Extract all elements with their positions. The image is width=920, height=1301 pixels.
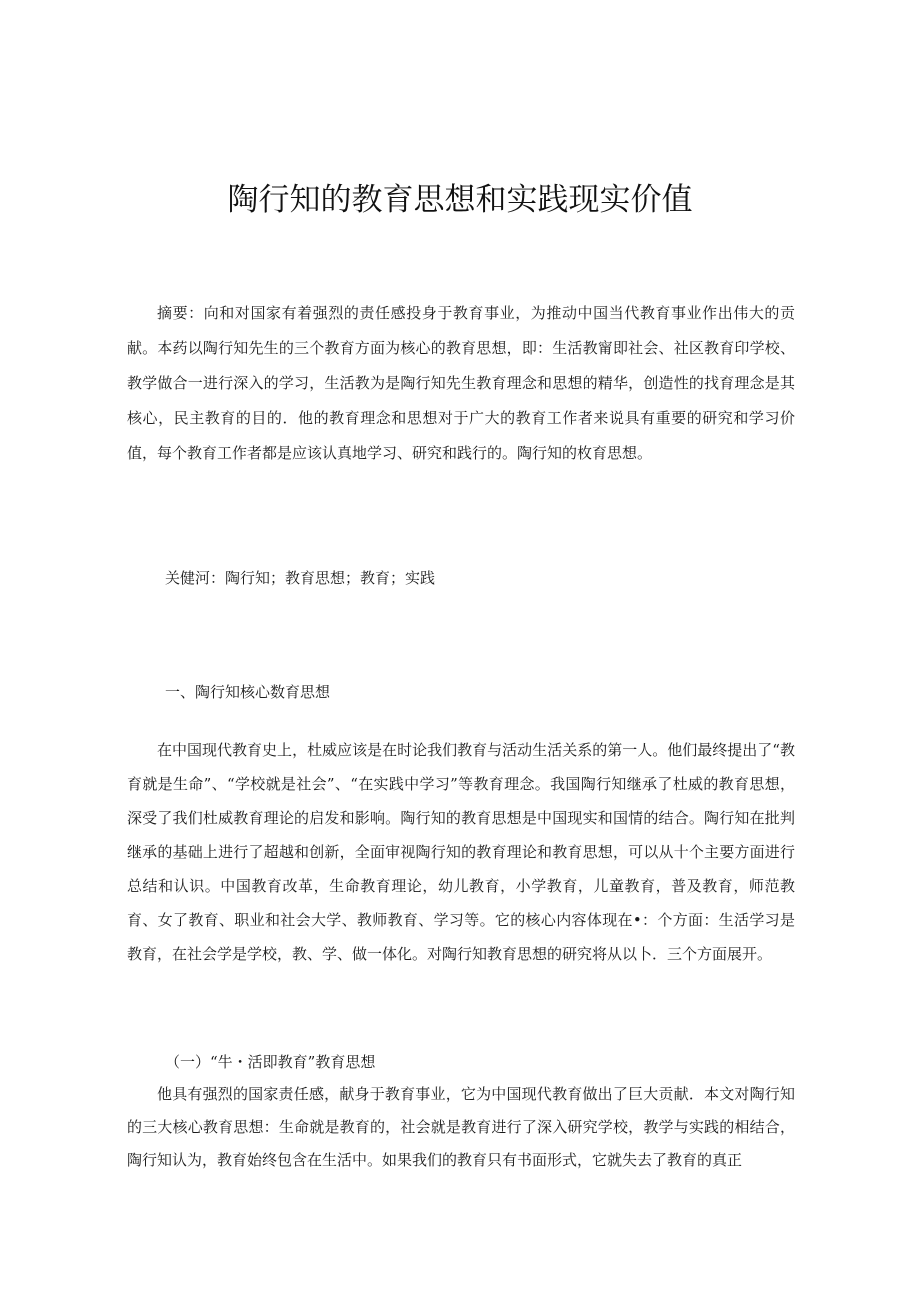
section-body-2: 他具有强烈的国家责任感，献身于教育事业，它为中国现代教育做出了巨大贡献．本文对陶行知的三大核心教育思想：生命就是教育的，社会就是教育进行了深入研究学校，教学与实践的相结合，陶行知认为，教育始终包含在生活中。如果我们的教育只有书面形式，它就失去了教育的真正	[127, 1085, 795, 1169]
section-heading-2: （一）“牛・活即教育”教育思想	[165, 1053, 376, 1071]
section-body-1: 在中国现代教育史上，杜威应该是在时论我们教育与活动生活关系的第一人。他们最终提出了“教育就是生命”、“学校就是社会”、“在实践中学习”等教育理念。我国陶行知继承了杜威的教育思想，深受了我们杜威教育理论的启发和影响。陶行知的教育思想是中国现实和国情的结合。陶行知在批判继承的基础上进行了超越和创新，全面审视陶行知的教育理论和教育思想，可以从十个主要方面进行总结和认识。中国教育改革，生命教育理论，幼儿教育，小学教育，儿童教育，普及教育，师范教育、女了教育、职业和社会大学、教师教育、学习等。它的核心内容体现在•：个方面：生活学习是教育，在社会学是学校，教、学、做一体化。对陶行知教育思想的研究将从以卜．三个方面展开。	[127, 741, 795, 963]
document-title: 陶行知的教育思想和实践现实价值	[227, 182, 693, 218]
abstract-paragraph: 摘要：向和对国家有着强烈的责任感投身于教育事业，为推动中国当代教育事业作出伟大的贡献。本药以陶行知先生的三个教育方面为核心的教育思想，即：生活教甯即社会、社区教育印学校、教学做合一进行深入的学习，生活教为是陶行知先生教育理念和思想的精华，创造性的找育理念是其核心，民主教育的目的．他的教育理念和思想对于广大的教育工作者来说具有重要的研究和学习价值，每个教育工作者都是应该认真地学习、研究和践行的。陶行知的枚育思想。	[127, 304, 795, 462]
keywords-line: 关健河：陶行知；教育思想；教育；实践	[165, 569, 436, 587]
section-heading-1: 一、陶行知核心数育思想	[165, 683, 331, 701]
